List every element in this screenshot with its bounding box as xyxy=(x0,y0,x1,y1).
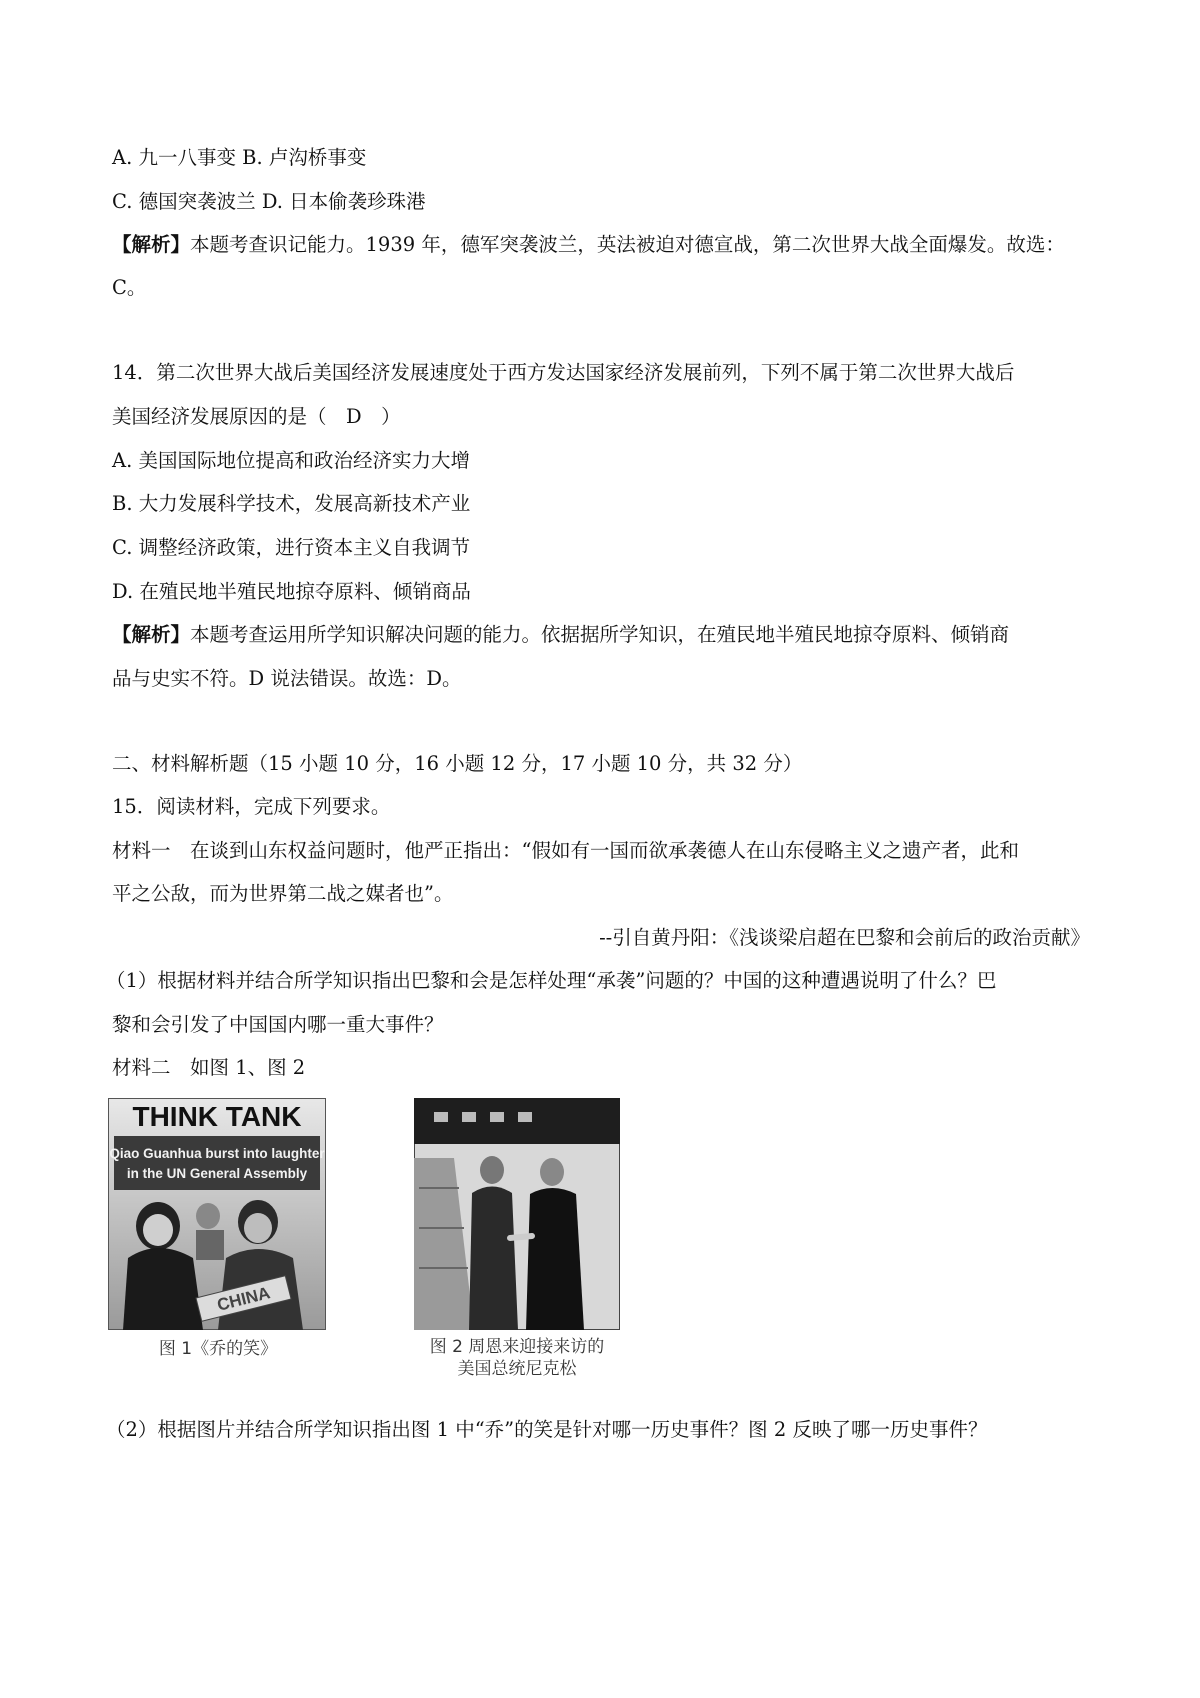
fig1-headline: THINK TANK xyxy=(132,1101,302,1132)
q14-analysis-line1 xyxy=(112,623,1009,647)
q14-option-a: A. 美国国际地位提高和政治经济实力大增 xyxy=(112,449,470,472)
q14-stem-line1: 14．第二次世界大战后美国经济发展速度处于西方发达国家经济发展前列，下列不属于第二次世界大战后 xyxy=(112,361,1015,384)
section2-heading: 二、材料解析题（15 小题 10 分，16 小题 12 分，17 小题 10 分，共 32 分） xyxy=(112,752,803,775)
q13-analysis-line1 xyxy=(112,233,1065,257)
q15-material1-line1: 材料一 在谈到山东权益问题时，他严正指出：“假如有一国而欲承袭德人在山东侵略主义之遗产者，此和 xyxy=(112,839,1019,862)
q13-analysis-line2: C。 xyxy=(112,276,147,299)
q14-option-d: D. 在殖民地半殖民地掠夺原料、倾销商品 xyxy=(112,580,471,603)
figure-2-caption-line2: 美国总统尼克松 xyxy=(457,1359,577,1379)
q14-option-c: C. 调整经济政策，进行资本主义自我调节 xyxy=(112,536,471,559)
figure-2-caption xyxy=(412,1336,622,1380)
q13-options-cd: C. 德国突袭波兰 D. 日本偷袭珍珠港 xyxy=(112,190,426,213)
q14-option-b: B. 大力发展科学技术，发展高新技术产业 xyxy=(112,492,471,515)
figure-2-caption-line1: 图 2 周恩来迎接来访的 xyxy=(429,1337,605,1357)
q14-analysis-line2: 品与史实不符。D 说法错误。故选：D。 xyxy=(112,667,462,690)
figure-1-image xyxy=(108,1098,326,1330)
q15-material1-line2: 平之公敌，而为世界第二战之媒者也”。 xyxy=(112,882,454,905)
figure-2-image xyxy=(414,1098,620,1330)
q15-stem: 15．阅读材料，完成下列要求。 xyxy=(112,795,391,818)
q13-analysis-text: 本题考查识记能力。1939 年，德军突袭波兰，英法被迫对德宣战，第二次世界大战全面爆发。故选： xyxy=(190,233,1065,256)
q15-sub2: （2）根据图片并结合所学知识指出图 1 中“乔”的笑是针对哪一历史事件？图 2 反映了哪一历史事件？ xyxy=(106,1418,988,1441)
fig1-subhead-line2: in the UN General Assembly xyxy=(126,1166,308,1181)
fig1-sign-text: CHINA xyxy=(215,1283,273,1315)
analysis-tag: 【解析】 xyxy=(112,623,191,646)
q15-sub1-line1: （1）根据材料并结合所学知识指出巴黎和会是怎样处理“承袭”问题的？中国的这种遭遇说明了什么？巴 xyxy=(106,969,997,992)
q13-options-ab: A. 九一八事变 B. 卢沟桥事变 xyxy=(112,146,367,169)
fig1-subhead-line1: Qiao Guanhua burst into laughter xyxy=(109,1146,325,1161)
q14-analysis-text: 本题考查运用所学知识解决问题的能力。依据据所学知识，在殖民地半殖民地掠夺原料、倾销商 xyxy=(190,623,1010,646)
q14-stem-line2: 美国经济发展原因的是（ D ） xyxy=(112,405,401,428)
q15-material2: 材料二 如图 1、图 2 xyxy=(112,1056,306,1079)
figure-1-caption: 图 1《乔的笑》 xyxy=(158,1339,278,1359)
q15-sub1-line2: 黎和会引发了中国国内哪一重大事件？ xyxy=(112,1013,444,1036)
analysis-tag: 【解析】 xyxy=(112,233,191,256)
q15-material1-source: --引自黄丹阳：《浅谈梁启超在巴黎和会前后的政治贡献》 xyxy=(599,926,1090,949)
